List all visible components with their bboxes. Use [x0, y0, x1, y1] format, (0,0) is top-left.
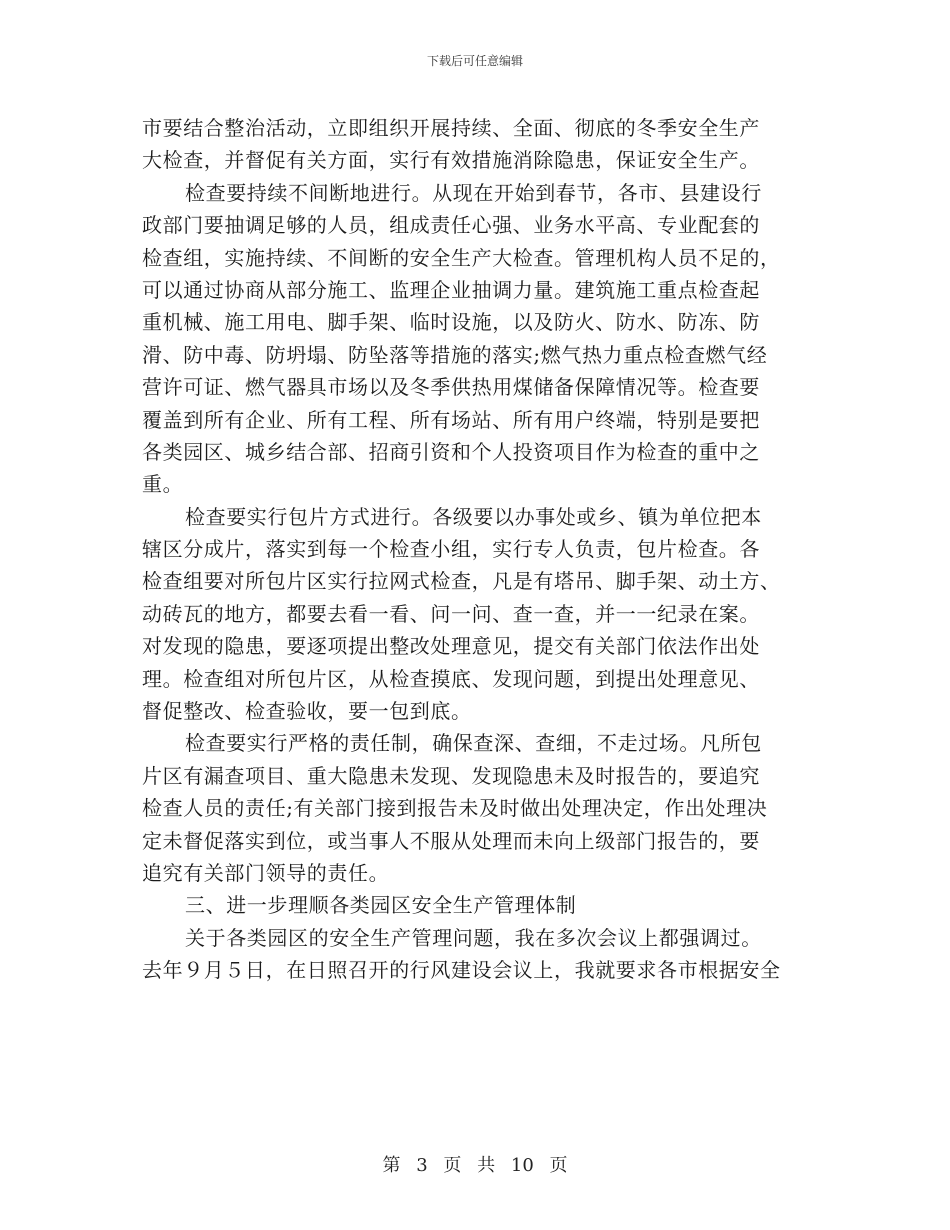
text-line: 督促整改、检查验收，要一包到底。: [142, 699, 472, 724]
text-line: 去年９月５日，在日照召开的行风建设会议上，我就要求各市根据安全: [142, 958, 781, 983]
footer-page-word: 页: [443, 1155, 462, 1176]
text-line: 检查组要对所包片区实行拉网式检查，凡是有塔吊、脚手架、动土方、: [142, 569, 781, 594]
footer-total-word: 共: [477, 1155, 496, 1176]
text-line: 定未督促落实到位，或当事人不服从处理而未向上级部门报告的，要: [142, 828, 760, 853]
footer-total-pages: 10: [510, 1155, 534, 1176]
page-footer: [0, 1151, 950, 1177]
text-line: 各类园区、城乡结合部、招商引资和个人投资项目作为检查的重中之: [142, 439, 760, 464]
text-line: 检查人员的责任;有关部门接到报告未及时做出处理决定，作出处理决: [142, 796, 768, 821]
text-line: 市要结合整治活动，立即组织开展持续、全面、彻底的冬季安全生产: [142, 116, 760, 140]
text-line: 政部门要抽调足够的人员，组成责任心强、业务水平高、专业配套的: [142, 213, 760, 238]
document-body: [142, 112, 812, 987]
footer-prefix: 第: [382, 1155, 401, 1176]
text-line: 检查要实行严格的责任制，确保查深、查细，不走过场。凡所包: [185, 731, 762, 756]
footer-suffix: 页: [549, 1155, 568, 1176]
text-line: 检查组，实施持续、不间断的安全生产大检查。管理机构人员不足的，: [142, 245, 781, 270]
text-line: 理。检查组对所包片区，从检查摸底、发现问题，到提出处理意见、: [142, 666, 760, 691]
page-header: 下载后可任意编辑: [426, 54, 523, 68]
text-line: 检查要持续不间断地进行。从现在开始到春节，各市、县建设行: [185, 180, 762, 205]
text-line: 动砖瓦的地方，都要去看一看、问一问、查一查，并一一纪录在案。: [142, 601, 760, 626]
text-line: 可以通过协商从部分施工、监理企业抽调力量。建筑施工重点检查起: [142, 277, 760, 302]
text-line: 覆盖到所有企业、所有工程、所有场站、所有用户终端，特别是要把: [142, 407, 760, 432]
text-line: 重。: [142, 472, 184, 497]
text-line: 大检查，并督促有关方面，实行有效措施消除隐患，保证安全生产。: [142, 148, 760, 173]
text-line: 重机械、施工用电、脚手架、临时设施，以及防火、防水、防冻、防: [142, 310, 760, 335]
text-line: 营许可证、燃气器具市场以及冬季供热用煤储备保障情况等。检查要: [142, 375, 760, 400]
text-line: 追究有关部门领导的责任。: [142, 860, 390, 885]
text-line: 辖区分成片，落实到每一个检查小组，实行专人负责，包片检查。各: [142, 537, 760, 562]
footer-current-page: 3: [416, 1155, 428, 1176]
text-line: 三、进一步理顺各类园区安全生产管理体制: [185, 893, 577, 918]
text-line: 关于各类园区的安全生产管理问题，我在多次会议上都强调过。: [185, 925, 762, 950]
text-line: 对发现的隐患，要逐项提出整改处理意见，提交有关部门依法作出处: [142, 634, 760, 659]
text-line: 检查要实行包片方式进行。各级要以办事处或乡、镇为单位把本: [185, 504, 762, 529]
text-line: 滑、防中毒、防坍塌、防坠落等措施的落实;燃气热力重点检查燃气经: [142, 342, 768, 367]
text-line: 片区有漏查项目、重大隐患未发现、发现隐患未及时报告的，要追究: [142, 763, 760, 788]
